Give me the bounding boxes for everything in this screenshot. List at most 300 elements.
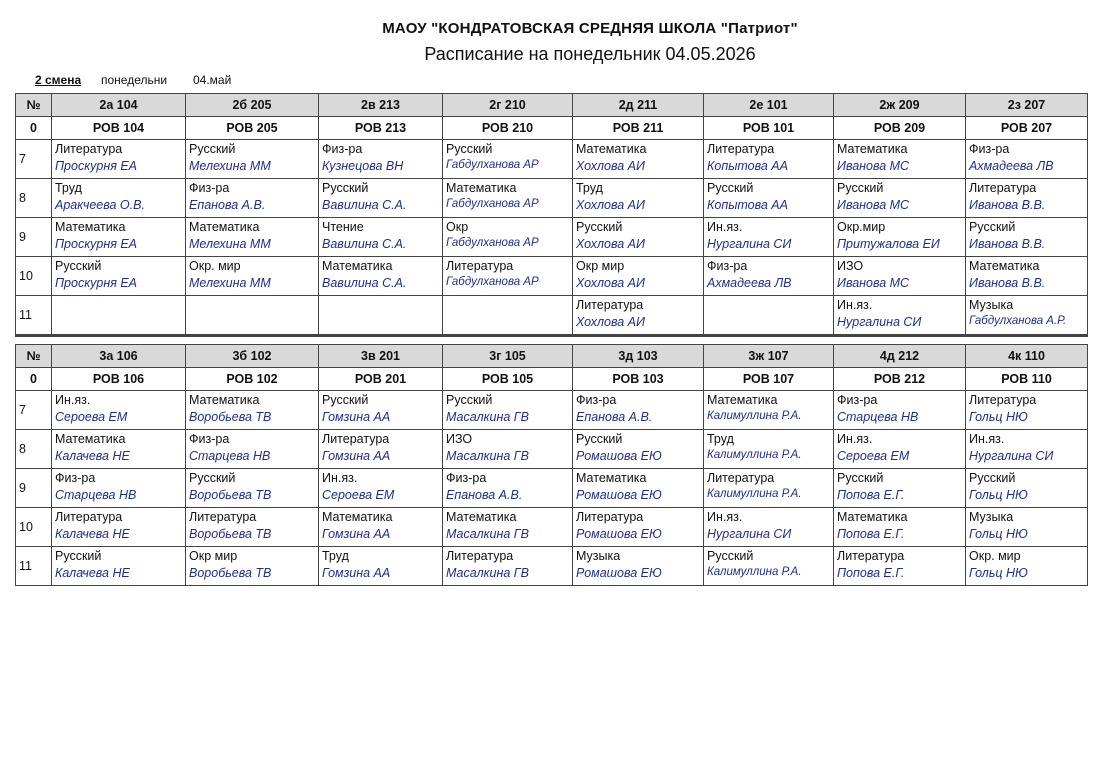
subject-name: Физ-ра bbox=[446, 471, 487, 485]
lesson-cell bbox=[573, 140, 704, 179]
lesson-number: 9 bbox=[16, 469, 52, 508]
lesson-cell bbox=[573, 508, 704, 547]
teacher-name: Калимуллина Р.А. bbox=[707, 566, 802, 578]
class-header: 2з 207 bbox=[966, 94, 1088, 117]
lesson-number: 10 bbox=[16, 257, 52, 296]
lesson-cell bbox=[52, 391, 186, 430]
teacher-name: Хохлова АИ bbox=[576, 198, 645, 212]
lesson-cell bbox=[834, 430, 966, 469]
lesson-cell bbox=[573, 391, 704, 430]
subject-name: Труд bbox=[322, 549, 349, 563]
room-cell: РОВ 205 bbox=[186, 117, 319, 140]
teacher-name: Нургалина СИ bbox=[837, 315, 922, 329]
class-header: 3д 103 bbox=[573, 345, 704, 368]
lesson-cell bbox=[573, 179, 704, 218]
subject-name: Физ-ра bbox=[322, 142, 363, 156]
lesson-cell bbox=[966, 469, 1088, 508]
room-cell: РОВ 201 bbox=[319, 368, 443, 391]
lesson-cell bbox=[319, 508, 443, 547]
lesson-cell bbox=[52, 140, 186, 179]
teacher-name: Калимуллина Р.А. bbox=[707, 410, 802, 422]
teacher-name: Копытова АА bbox=[707, 198, 788, 212]
subject-name: Труд bbox=[707, 432, 734, 446]
lesson-cell bbox=[319, 430, 443, 469]
teacher-name: Иванова МС bbox=[837, 159, 910, 173]
teacher-name: Гольц НЮ bbox=[969, 488, 1028, 502]
lesson-cell bbox=[186, 257, 319, 296]
subject-name: Русский bbox=[55, 259, 102, 273]
shift-label: 2 смена bbox=[35, 73, 82, 87]
lesson-row bbox=[16, 218, 1088, 257]
teacher-name: Габдулханова АР bbox=[446, 159, 539, 171]
lesson-cell bbox=[52, 296, 186, 336]
subject-name: Русский bbox=[322, 181, 369, 195]
lesson-cell bbox=[186, 179, 319, 218]
lesson-cell bbox=[443, 391, 573, 430]
lesson-cell bbox=[443, 547, 573, 586]
lesson-cell bbox=[573, 469, 704, 508]
teacher-name: Калачева НЕ bbox=[55, 527, 130, 541]
lesson-cell bbox=[186, 430, 319, 469]
class-header: 3г 105 bbox=[443, 345, 573, 368]
class-header: 2д 211 bbox=[573, 94, 704, 117]
subject-name: Ин.яз. bbox=[969, 432, 1005, 446]
subject-name: Литература bbox=[446, 549, 514, 563]
subject-name: Ин.яз. bbox=[322, 471, 358, 485]
subject-name: Физ-ра bbox=[837, 393, 878, 407]
lesson-number: 8 bbox=[16, 179, 52, 218]
lesson-row bbox=[16, 179, 1088, 218]
lesson-number: 8 bbox=[16, 430, 52, 469]
teacher-name: Габдулханова АР bbox=[446, 198, 539, 210]
class-header-row bbox=[16, 94, 1088, 117]
class-header: 2б 205 bbox=[186, 94, 319, 117]
teacher-name: Хохлова АИ bbox=[576, 237, 645, 251]
teacher-name: Попова Е.Г. bbox=[837, 527, 905, 541]
teacher-name: Ромашова ЕЮ bbox=[576, 527, 662, 541]
teacher-name: Масалкина ГВ bbox=[446, 410, 529, 424]
lesson-cell bbox=[186, 508, 319, 547]
lesson-cell bbox=[573, 296, 704, 336]
lesson-number: 9 bbox=[16, 218, 52, 257]
lesson-cell bbox=[834, 547, 966, 586]
lesson-cell bbox=[966, 391, 1088, 430]
class-header-row bbox=[16, 345, 1088, 368]
lesson-cell bbox=[443, 179, 573, 218]
teacher-name: Мелехина ММ bbox=[189, 159, 271, 173]
subject-name: Русский bbox=[969, 471, 1016, 485]
lesson-cell bbox=[966, 430, 1088, 469]
lesson-cell bbox=[186, 296, 319, 336]
lesson-cell bbox=[834, 257, 966, 296]
number-column-header: № bbox=[16, 345, 52, 368]
room-cell: РОВ 107 bbox=[704, 368, 834, 391]
room-cell: РОВ 110 bbox=[966, 368, 1088, 391]
teacher-name: Габдулханова АР bbox=[446, 276, 539, 288]
subject-name: Русский bbox=[969, 220, 1016, 234]
subject-name: Литература bbox=[707, 142, 775, 156]
teacher-name: Гольц НЮ bbox=[969, 527, 1028, 541]
teacher-name: Вавилина С.А. bbox=[322, 198, 407, 212]
teacher-name: Попова Е.Г. bbox=[837, 566, 905, 580]
number-column-header: № bbox=[16, 94, 52, 117]
lesson-cell bbox=[443, 430, 573, 469]
subject-name: Литература bbox=[576, 510, 644, 524]
teacher-name: Воробьева ТВ bbox=[189, 488, 272, 502]
class-header: 2в 213 bbox=[319, 94, 443, 117]
lesson-row bbox=[16, 140, 1088, 179]
lesson-row bbox=[16, 430, 1088, 469]
lesson-cell bbox=[186, 218, 319, 257]
teacher-name: Нургалина СИ bbox=[707, 527, 792, 541]
teacher-name: Габдулханова АР bbox=[446, 237, 539, 249]
teacher-name: Гомзина АА bbox=[322, 410, 391, 424]
teacher-name: Нургалина СИ bbox=[969, 449, 1054, 463]
lesson-cell bbox=[834, 296, 966, 336]
lesson-cell bbox=[186, 140, 319, 179]
lesson-cell bbox=[319, 140, 443, 179]
teacher-name: Ромашова ЕЮ bbox=[576, 566, 662, 580]
lesson-cell bbox=[52, 218, 186, 257]
class-header: 4д 212 bbox=[834, 345, 966, 368]
teacher-name: Копытова АА bbox=[707, 159, 788, 173]
teacher-name: Воробьева ТВ bbox=[189, 527, 272, 541]
lesson-cell bbox=[704, 140, 834, 179]
date-label: 04.май bbox=[193, 73, 232, 87]
teacher-name: Мелехина ММ bbox=[189, 276, 271, 290]
room-cell: РОВ 102 bbox=[186, 368, 319, 391]
teacher-name: Вавилина С.А. bbox=[322, 276, 407, 290]
teacher-name: Нургалина СИ bbox=[707, 237, 792, 251]
room-cell: РОВ 209 bbox=[834, 117, 966, 140]
subject-name: Литература bbox=[707, 471, 775, 485]
lesson-cell bbox=[319, 257, 443, 296]
teacher-name: Гомзина АА bbox=[322, 449, 391, 463]
teacher-name: Хохлова АИ bbox=[576, 315, 645, 329]
class-header: 3б 102 bbox=[186, 345, 319, 368]
subject-name: Математика bbox=[707, 393, 778, 407]
subject-name: Русский bbox=[837, 471, 884, 485]
teacher-name: Ахмадеева ЛВ bbox=[969, 159, 1054, 173]
subject-name: ИЗО bbox=[837, 259, 864, 273]
teacher-name: Масалкина ГВ bbox=[446, 527, 529, 541]
lesson-cell bbox=[573, 430, 704, 469]
lesson-cell bbox=[319, 218, 443, 257]
room-row bbox=[16, 368, 1088, 391]
teacher-name: Епанова А.В. bbox=[446, 488, 523, 502]
teacher-name: Вавилина С.А. bbox=[322, 237, 407, 251]
subject-name: Литература bbox=[446, 259, 514, 273]
lesson-cell bbox=[834, 179, 966, 218]
lesson-cell bbox=[704, 430, 834, 469]
subject-name: Труд bbox=[55, 181, 82, 195]
subject-name: Физ-ра bbox=[189, 432, 230, 446]
teacher-name: Масалкина ГВ bbox=[446, 449, 529, 463]
room-cell: РОВ 212 bbox=[834, 368, 966, 391]
subject-name: Труд bbox=[576, 181, 603, 195]
lesson-cell bbox=[443, 508, 573, 547]
schedule-table-1 bbox=[15, 93, 1088, 337]
lesson-row bbox=[16, 469, 1088, 508]
teacher-name: Гольц НЮ bbox=[969, 410, 1028, 424]
lesson-cell bbox=[319, 179, 443, 218]
subject-name: Окр bbox=[446, 220, 469, 234]
teacher-name: Сероева ЕМ bbox=[322, 488, 395, 502]
teacher-name bbox=[443, 298, 572, 301]
lesson-cell bbox=[319, 391, 443, 430]
lesson-row bbox=[16, 508, 1088, 547]
lesson-cell bbox=[319, 469, 443, 508]
teacher-name: Иванова МС bbox=[837, 198, 910, 212]
subject-name: Литература bbox=[55, 142, 123, 156]
subject-name: Математика bbox=[446, 181, 517, 195]
lesson-cell bbox=[834, 469, 966, 508]
teacher-name: Старцева НВ bbox=[837, 410, 919, 424]
lesson-cell bbox=[704, 508, 834, 547]
teacher-name: Масалкина ГВ bbox=[446, 566, 529, 580]
teacher-name: Старцева НВ bbox=[189, 449, 271, 463]
lesson-row bbox=[16, 257, 1088, 296]
lesson-cell bbox=[966, 257, 1088, 296]
teacher-name: Гомзина АА bbox=[322, 566, 391, 580]
teacher-name: Ахмадеева ЛВ bbox=[707, 276, 792, 290]
teacher-name: Епанова А.В. bbox=[189, 198, 266, 212]
teacher-name bbox=[319, 298, 442, 301]
lesson-cell bbox=[186, 391, 319, 430]
teacher-name: Аракчеева О.В. bbox=[55, 198, 145, 212]
lesson-cell bbox=[834, 218, 966, 257]
teacher-name: Гомзина АА bbox=[322, 527, 391, 541]
subject-name: Окр мир bbox=[576, 259, 625, 273]
lesson-cell bbox=[704, 257, 834, 296]
lesson-number: 7 bbox=[16, 391, 52, 430]
subject-name: Литература bbox=[576, 298, 644, 312]
teacher-name: Мелехина ММ bbox=[189, 237, 271, 251]
lesson-cell bbox=[443, 469, 573, 508]
schedule-meta bbox=[35, 73, 231, 87]
teacher-name: Ромашова ЕЮ bbox=[576, 488, 662, 502]
room-cell: РОВ 101 bbox=[704, 117, 834, 140]
lesson-row bbox=[16, 296, 1088, 336]
teacher-name: Хохлова АИ bbox=[576, 159, 645, 173]
room-row bbox=[16, 117, 1088, 140]
day-label: понедельни bbox=[101, 73, 168, 87]
lesson-cell bbox=[52, 257, 186, 296]
lesson-cell bbox=[52, 508, 186, 547]
lesson-cell bbox=[186, 547, 319, 586]
subject-name: Русский bbox=[189, 142, 236, 156]
class-header: 2а 104 bbox=[52, 94, 186, 117]
teacher-name: Хохлова АИ bbox=[576, 276, 645, 290]
subject-name: Русский bbox=[837, 181, 884, 195]
teacher-name: Проскурня ЕА bbox=[55, 159, 138, 173]
teacher-name: Старцева НВ bbox=[55, 488, 137, 502]
subject-name: Русский bbox=[707, 181, 754, 195]
teacher-name: Калимуллина Р.А. bbox=[707, 488, 802, 500]
school-title: МАОУ "КОНДРАТОВСКАЯ СРЕДНЯЯ ШКОЛА "Патриот" bbox=[382, 20, 798, 37]
subject-name: Математика bbox=[446, 510, 517, 524]
room-cell: РОВ 211 bbox=[573, 117, 704, 140]
lesson-cell bbox=[443, 140, 573, 179]
teacher-name: Иванова В.В. bbox=[969, 237, 1046, 251]
lesson-row bbox=[16, 547, 1088, 586]
subject-name: Чтение bbox=[322, 220, 364, 234]
lesson-number: 11 bbox=[16, 547, 52, 586]
lesson-cell bbox=[52, 179, 186, 218]
teacher-name: Сероева ЕМ bbox=[837, 449, 910, 463]
lesson-cell bbox=[966, 179, 1088, 218]
lesson-cell bbox=[186, 469, 319, 508]
subject-name: Окр.мир bbox=[837, 220, 886, 234]
subject-name: Математика bbox=[837, 510, 908, 524]
subject-name: Физ-ра bbox=[969, 142, 1010, 156]
subject-name: Математика bbox=[576, 142, 647, 156]
lesson-number: 0 bbox=[16, 368, 52, 391]
teacher-name: Воробьева ТВ bbox=[189, 410, 272, 424]
class-header: 3а 106 bbox=[52, 345, 186, 368]
lesson-cell bbox=[966, 218, 1088, 257]
teacher-name bbox=[52, 298, 185, 301]
lesson-number: 11 bbox=[16, 296, 52, 336]
teacher-name: Воробьева ТВ bbox=[189, 566, 272, 580]
subject-name: Окр. мир bbox=[969, 549, 1021, 563]
teacher-name: Иванова В.В. bbox=[969, 198, 1046, 212]
teacher-name: Проскурня ЕА bbox=[55, 276, 138, 290]
subject-name: Русский bbox=[55, 549, 102, 563]
lesson-cell bbox=[704, 469, 834, 508]
lesson-cell bbox=[443, 218, 573, 257]
teacher-name bbox=[186, 298, 318, 301]
subject-name: Физ-ра bbox=[189, 181, 230, 195]
lesson-cell bbox=[966, 296, 1088, 336]
subject-name: Русский bbox=[446, 142, 493, 156]
subject-name: Ин.яз. bbox=[55, 393, 91, 407]
teacher-name: Калимуллина Р.А. bbox=[707, 449, 802, 461]
lesson-row bbox=[16, 391, 1088, 430]
lesson-cell bbox=[704, 218, 834, 257]
lesson-cell bbox=[443, 296, 573, 336]
subject-name: Ин.яз. bbox=[837, 432, 873, 446]
subject-name: Литература bbox=[837, 549, 905, 563]
teacher-name: Гольц НЮ bbox=[969, 566, 1028, 580]
subject-name: Музыка bbox=[969, 510, 1014, 524]
lesson-cell bbox=[573, 218, 704, 257]
teacher-name: Сероева ЕМ bbox=[55, 410, 128, 424]
teacher-name: Ромашова ЕЮ bbox=[576, 449, 662, 463]
teacher-name: Иванова В.В. bbox=[969, 276, 1046, 290]
room-cell: РОВ 105 bbox=[443, 368, 573, 391]
teacher-name: Калачева НЕ bbox=[55, 449, 130, 463]
lesson-cell bbox=[966, 140, 1088, 179]
subject-name: Литература bbox=[189, 510, 257, 524]
subject-name: Русский bbox=[446, 393, 493, 407]
room-cell: РОВ 213 bbox=[319, 117, 443, 140]
subject-name: Русский bbox=[707, 549, 754, 563]
subject-name: Физ-ра bbox=[55, 471, 96, 485]
lesson-cell bbox=[319, 547, 443, 586]
lesson-cell bbox=[704, 179, 834, 218]
subject-name: Ин.яз. bbox=[837, 298, 873, 312]
lesson-number: 10 bbox=[16, 508, 52, 547]
teacher-name: Калачева НЕ bbox=[55, 566, 130, 580]
subject-name: Математика bbox=[576, 471, 647, 485]
lesson-cell bbox=[573, 547, 704, 586]
subject-name: Математика bbox=[189, 393, 260, 407]
subject-name: Математика bbox=[322, 510, 393, 524]
subject-name: Ин.яз. bbox=[707, 220, 743, 234]
class-header: 3в 201 bbox=[319, 345, 443, 368]
room-cell: РОВ 103 bbox=[573, 368, 704, 391]
subject-name: Математика bbox=[837, 142, 908, 156]
subject-name: Литература bbox=[322, 432, 390, 446]
lesson-number: 0 bbox=[16, 117, 52, 140]
class-header: 4к 110 bbox=[966, 345, 1088, 368]
lesson-cell bbox=[319, 296, 443, 336]
room-cell: РОВ 207 bbox=[966, 117, 1088, 140]
subject-name: Математика bbox=[55, 220, 126, 234]
teacher-name: Габдулханова А.Р. bbox=[969, 315, 1067, 327]
subject-name: Ин.яз. bbox=[707, 510, 743, 524]
subject-name: ИЗО bbox=[446, 432, 473, 446]
subject-name: Музыка bbox=[576, 549, 621, 563]
room-cell: РОВ 210 bbox=[443, 117, 573, 140]
teacher-name: Проскурня ЕА bbox=[55, 237, 138, 251]
class-header: 2ж 209 bbox=[834, 94, 966, 117]
schedule-title: Расписание на понедельник 04.05.2026 bbox=[424, 44, 756, 64]
lesson-cell bbox=[834, 140, 966, 179]
lesson-cell bbox=[966, 508, 1088, 547]
room-cell: РОВ 104 bbox=[52, 117, 186, 140]
subject-name: Математика bbox=[969, 259, 1040, 273]
class-header: 2г 210 bbox=[443, 94, 573, 117]
class-header: 2е 101 bbox=[704, 94, 834, 117]
subject-name: Литература bbox=[55, 510, 123, 524]
subject-name: Русский bbox=[576, 220, 623, 234]
lesson-number: 7 bbox=[16, 140, 52, 179]
lesson-cell bbox=[704, 391, 834, 430]
teacher-name: Попова Е.Г. bbox=[837, 488, 905, 502]
lesson-cell bbox=[966, 547, 1088, 586]
subject-name: Математика bbox=[322, 259, 393, 273]
subject-name: Математика bbox=[189, 220, 260, 234]
teacher-name: Притужалова ЕИ bbox=[837, 237, 940, 251]
class-header: 3ж 107 bbox=[704, 345, 834, 368]
teacher-name: Кузнецова ВН bbox=[322, 159, 404, 173]
lesson-cell bbox=[52, 547, 186, 586]
subject-name: Музыка bbox=[969, 298, 1014, 312]
subject-name: Русский bbox=[189, 471, 236, 485]
teacher-name bbox=[704, 298, 833, 301]
lesson-cell bbox=[704, 296, 834, 336]
lesson-cell bbox=[704, 547, 834, 586]
subject-name: Русский bbox=[322, 393, 369, 407]
teacher-name: Иванова МС bbox=[837, 276, 910, 290]
subject-name: Русский bbox=[576, 432, 623, 446]
room-cell: РОВ 106 bbox=[52, 368, 186, 391]
schedule-table-2 bbox=[15, 344, 1088, 586]
lesson-cell bbox=[834, 508, 966, 547]
lesson-cell bbox=[52, 469, 186, 508]
subject-name: Окр мир bbox=[189, 549, 238, 563]
lesson-cell bbox=[443, 257, 573, 296]
subject-name: Литература bbox=[969, 393, 1037, 407]
subject-name: Литература bbox=[969, 181, 1037, 195]
lesson-cell bbox=[52, 430, 186, 469]
teacher-name: Епанова А.В. bbox=[576, 410, 653, 424]
subject-name: Математика bbox=[55, 432, 126, 446]
subject-name: Окр. мир bbox=[189, 259, 241, 273]
lesson-cell bbox=[834, 391, 966, 430]
